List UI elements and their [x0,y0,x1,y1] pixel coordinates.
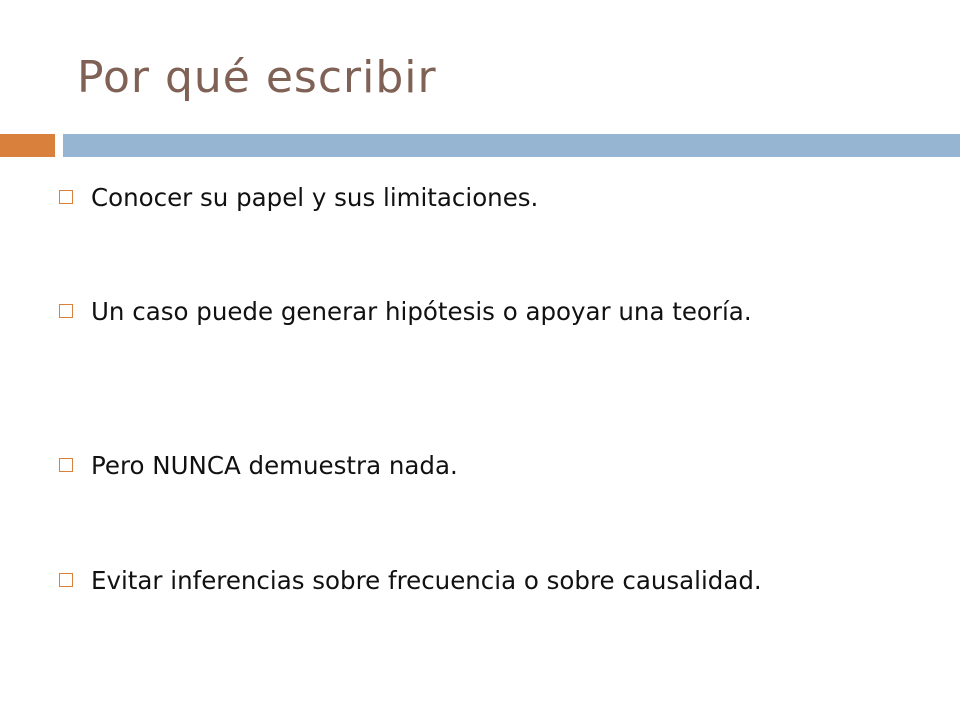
bullet-text: Pero NUNCA demuestra nada. [91,451,458,480]
square-bullet-icon [59,190,73,204]
square-bullet-icon [59,304,73,318]
square-bullet-icon [59,458,73,472]
slide-title: Por qué escribir [77,52,437,103]
bullet-text: Evitar inferencias sobre frecuencia o sobre causalidad. [91,566,762,595]
accent-bar-blue [63,134,960,157]
accent-bar-orange [0,134,55,157]
bullet-text: Un caso puede generar hipótesis o apoyar una teoría. [91,297,752,326]
square-bullet-icon [59,573,73,587]
bullet-text: Conocer su papel y sus limitaciones. [91,183,539,212]
